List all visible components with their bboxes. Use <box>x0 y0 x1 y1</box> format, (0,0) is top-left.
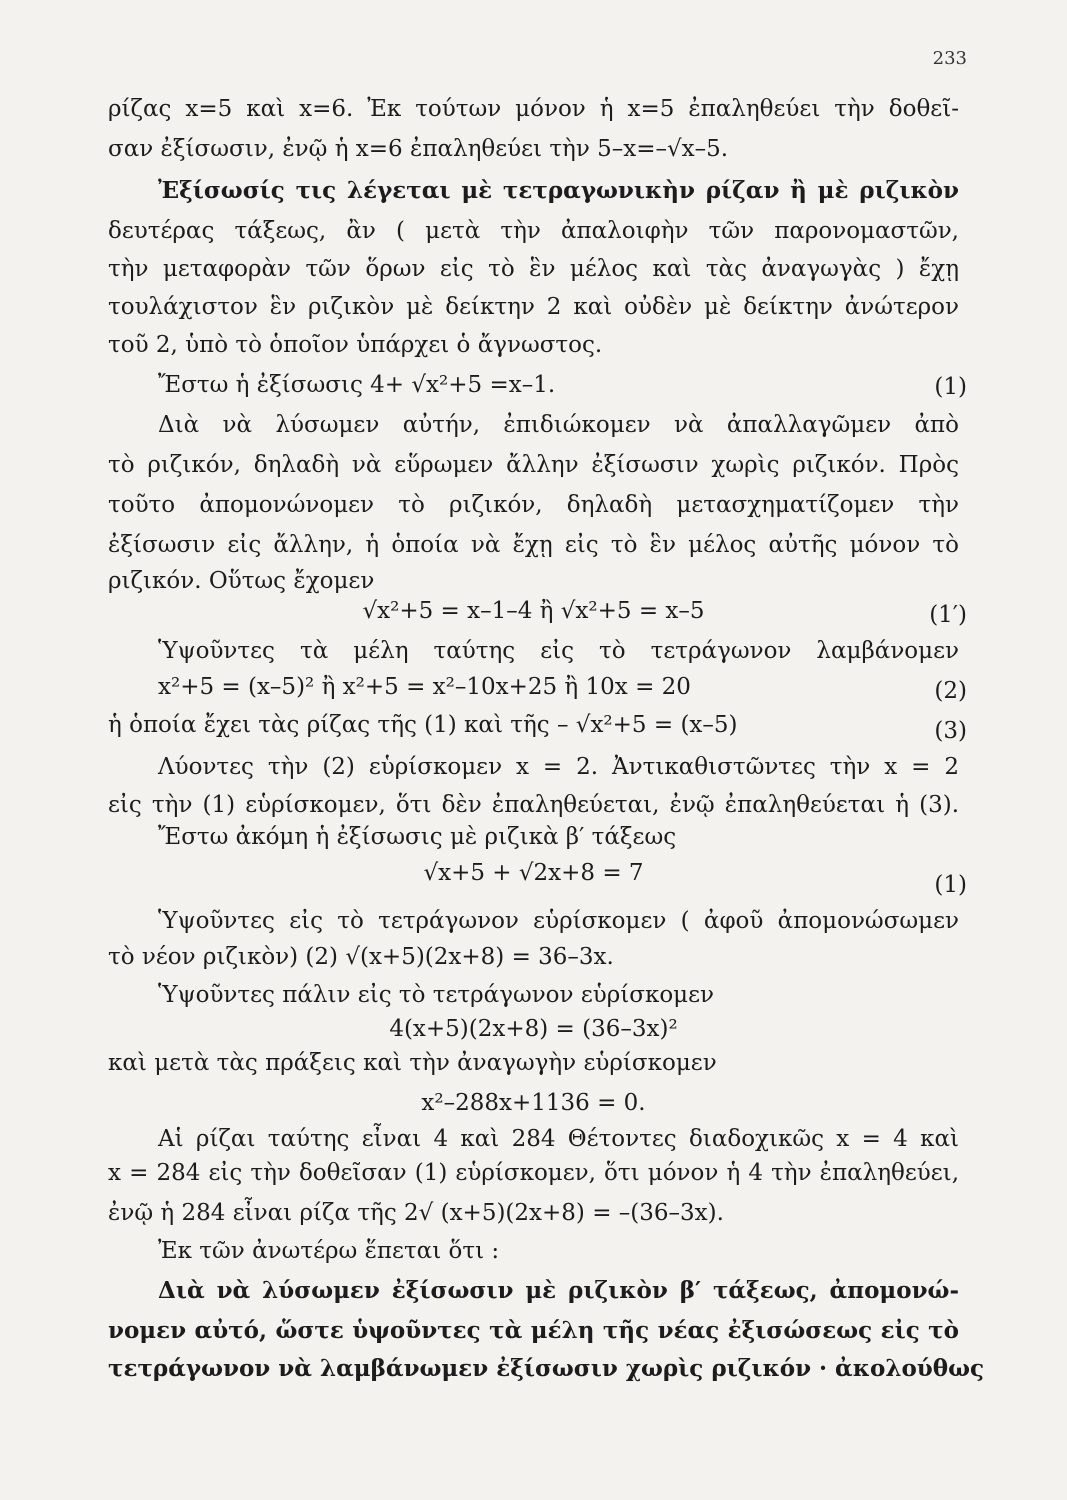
equation-label: (2) <box>934 678 967 704</box>
text-line: νομεν αὐτό, ὥστε ὑψοῦντες τὰ μέλη τῆς νέας ἐξισώσεως εἰς τὸ <box>108 1317 959 1344</box>
text-line: τοῦ 2, ὑπὸ τὸ ὁποῖον ὑπάρχει ὁ ἄγνωστος. <box>108 332 603 358</box>
equation-line: Ἔστω ἡ ἐξίσωσις 4+ √x²+5 =x–1. <box>158 372 556 398</box>
text-line: ριζικόν. Οὕτως ἔχομεν <box>108 568 375 594</box>
text-line: Αἱ ρίζαι ταύτης εἶναι 4 καὶ 284 Θέτοντες διαδοχικῶς x = 4 καὶ <box>158 1126 959 1152</box>
text-line: τουλάχιστον ἓν ριζικὸν μὲ δείκτην 2 καὶ οὐδὲν μὲ δείκτην ἀνώτερον <box>108 294 959 320</box>
text-line: τετράγωνον νὰ λαμβάνωμεν ἐξίσωσιν χωρὶς ριζικόν · ἀκολούθως <box>108 1355 985 1382</box>
text-line: Ὑψοῦντες εἰς τὸ τετράγωνον εὑρίσκομεν ( ἀφοῦ ἀπομονώσωμεν <box>158 908 959 934</box>
equation-line: √x²+5 = x–1–4 ἢ √x²+5 = x–5 <box>362 598 705 624</box>
equation-label: (3) <box>934 718 967 744</box>
text-line: τὸ ριζικόν, δηλαδὴ νὰ εὕρωμεν ἄλλην ἐξίσωσιν χωρὶς ριζικόν. Πρὸς <box>108 452 959 478</box>
text-line: Ὑψοῦντες τὰ μέλη ταύτης εἰς τὸ τετράγωνον λαμβάνομεν <box>158 638 959 664</box>
text-line: τὸ νέον ριζικὸν) (2) √(x+5)(2x+8) = 36–3x. <box>108 944 614 970</box>
text-line: Ἐξίσωσίς τις λέγεται μὲ τετραγωνικὴν ρίζαν ἢ μὲ ριζικὸν <box>158 177 959 204</box>
text-line: Διὰ νὰ λύσωμεν αὐτήν, ἐπιδιώκομεν νὰ ἀπαλλαγῶμεν ἀπὸ <box>158 412 959 438</box>
equation-line: √x+5 + √2x+8 = 7 <box>423 860 644 886</box>
equation-label: (1) <box>934 872 967 898</box>
text-line: δευτέρας τάξεως, ἂν ( μετὰ τὴν ἀπαλοιφὴν τῶν παρονομαστῶν, <box>108 218 959 244</box>
text-line: τοῦτο ἀπομονώνομεν τὸ ριζικόν, δηλαδὴ μετασχηματίζομεν τὴν <box>108 492 959 518</box>
text-line: καὶ μετὰ τὰς πράξεις καὶ τὴν ἀναγωγὴν εὑρίσκομεν <box>108 1050 717 1076</box>
equation-line: x²+5 = (x–5)² ἢ x²+5 = x²–10x+25 ἢ 10x = 20 <box>158 674 691 700</box>
equation-label: (1) <box>934 374 967 400</box>
text-line: σαν ἐξίσωσιν, ἐνῷ ἡ x=6 ἐπαληθεύει τὴν 5–x=–√x–5. <box>108 136 729 162</box>
text-line: Ἔστω ἀκόμη ἡ ἐξίσωσις μὲ ριζικὰ β′ τάξεως <box>158 824 677 850</box>
text-line: Ἐκ τῶν ἀνωτέρω ἕπεται ὅτι : <box>158 1238 500 1264</box>
page-number: 233 <box>932 48 967 69</box>
text-line: Διὰ νὰ λύσωμεν ἐξίσωσιν μὲ ριζικὸν β′ τάξεως, ἀπομονώ- <box>158 1277 959 1304</box>
text-line: Ὑψοῦντες πάλιν εἰς τὸ τετράγωνον εὑρίσκομεν <box>158 982 715 1008</box>
text-line: ἐξίσωσιν εἰς ἄλλην, ἡ ὁποία νὰ ἔχῃ εἰς τὸ ἓν μέλος αὐτῆς μόνον τὸ <box>108 532 959 558</box>
text-line: τὴν μεταφορὰν τῶν ὅρων εἰς τὸ ἓν μέλος καὶ τὰς ἀναγωγὰς ) ἔχῃ <box>108 256 959 282</box>
equation-line: 4(x+5)(2x+8) = (36–3x)² <box>389 1016 678 1042</box>
equation-label: (1′) <box>929 602 967 628</box>
text-line: ἡ ὁποία ἔχει τὰς ρίζας τῆς (1) καὶ τῆς – √x²+5 = (x–5) <box>108 712 738 738</box>
text-line: ρίζας x=5 καὶ x=6. Ἐκ τούτων μόνον ἡ x=5 ἐπαληθεύει τὴν δοθεῖ- <box>108 96 959 122</box>
text-line: Λύοντες τὴν (2) εὑρίσκομεν x = 2. Ἀντικαθιστῶντες τὴν x = 2 <box>158 754 959 780</box>
text-line: x = 284 εἰς τὴν δοθεῖσαν (1) εὑρίσκομεν, ὅτι μόνον ἡ 4 τὴν ἐπαληθεύει, <box>108 1160 959 1186</box>
equation-line: x²–288x+1136 = 0. <box>421 1090 646 1116</box>
text-line: ἐνῷ ἡ 284 εἶναι ρίζα τῆς 2√ (x+5)(2x+8) = –(36–3x). <box>108 1200 724 1226</box>
text-line: εἰς τὴν (1) εὑρίσκομεν, ὅτι δὲν ἐπαληθεύεται, ἐνῷ ἐπαληθεύεται ἡ (3). <box>108 792 959 818</box>
